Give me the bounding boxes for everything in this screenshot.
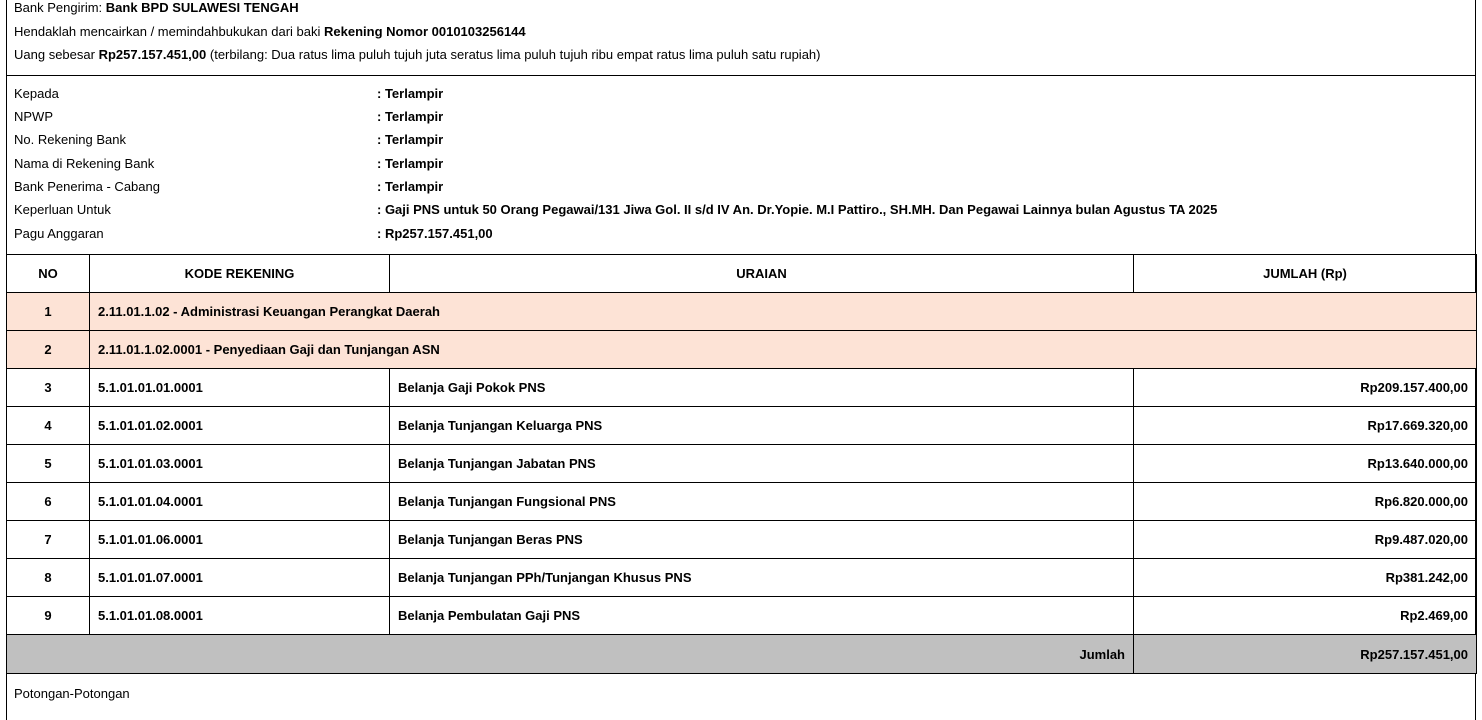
total-row xyxy=(7,635,1477,674)
table-row xyxy=(7,445,1477,483)
detail-value-npwp: : Terlampir xyxy=(377,109,444,124)
row-kode: 5.1.01.01.02.0001 xyxy=(90,407,390,445)
pencairan-line: Hendaklah mencairkan / memindahbukukan dari baki Rekening Nomor 0010103256144 xyxy=(14,24,526,39)
row-no: 8 xyxy=(7,559,90,597)
row-jumlah: Rp381.242,00 xyxy=(1134,559,1477,597)
row-uraian: Belanja Tunjangan Jabatan PNS xyxy=(390,445,1134,483)
row-kode: 5.1.01.01.01.0001 xyxy=(90,369,390,407)
row-jumlah: Rp6.820.000,00 xyxy=(1134,483,1477,521)
row-kode: 5.1.01.01.08.0001 xyxy=(90,597,390,635)
table-row xyxy=(7,559,1477,597)
row-jumlah: Rp17.669.320,00 xyxy=(1134,407,1477,445)
detail-value-nama-rekening: : Terlampir xyxy=(377,156,444,171)
group-row xyxy=(7,331,1477,369)
row-no: 2 xyxy=(7,331,90,369)
row-jumlah: Rp209.157.400,00 xyxy=(1134,369,1477,407)
row-no: 6 xyxy=(7,483,90,521)
rekening-nomor: Rekening Nomor 0010103256144 xyxy=(324,24,526,39)
row-uraian: Belanja Tunjangan Beras PNS xyxy=(390,521,1134,559)
col-header-uraian: URAIAN xyxy=(390,255,1134,293)
row-no: 7 xyxy=(7,521,90,559)
row-no: 3 xyxy=(7,369,90,407)
table-row xyxy=(7,483,1477,521)
col-header-kode: KODE REKENING xyxy=(90,255,390,293)
row-uraian: Belanja Tunjangan Keluarga PNS xyxy=(390,407,1134,445)
total-amount: Rp257.157.451,00 xyxy=(1134,635,1477,674)
row-jumlah: Rp13.640.000,00 xyxy=(1134,445,1477,483)
row-no: 1 xyxy=(7,293,90,331)
table-header-row xyxy=(7,255,1477,293)
row-no: 5 xyxy=(7,445,90,483)
detail-label-keperluan: Keperluan Untuk xyxy=(14,202,111,217)
col-header-jumlah: JUMLAH (Rp) xyxy=(1134,255,1477,293)
row-uraian: Belanja Gaji Pokok PNS xyxy=(390,369,1134,407)
detail-label-no-rekening: No. Rekening Bank xyxy=(14,132,127,147)
uang-sebesar-line: Uang sebesar Rp257.157.451,00 (terbilang: Dua ratus lima puluh tujuh juta seratus lima puluh tujuh ribu empat ratus lima puluh satu rupiah) xyxy=(14,47,821,62)
table-row xyxy=(7,521,1477,559)
row-kode: 5.1.01.01.04.0001 xyxy=(90,483,390,521)
row-uraian: Belanja Pembulatan Gaji PNS xyxy=(390,597,1134,635)
detail-value-bank-penerima: : Terlampir xyxy=(377,179,444,194)
detail-label-bank-penerima: Bank Penerima - Cabang xyxy=(14,179,160,194)
bank-pengirim-line: Bank Pengirim: Bank BPD SULAWESI TENGAH xyxy=(14,0,299,15)
detail-value-pagu: : Rp257.157.451,00 xyxy=(377,226,493,241)
header-separator xyxy=(6,75,1475,76)
detail-value-keperluan: : Gaji PNS untuk 50 Orang Pegawai/131 Jiwa Gol. II s/d IV An. Dr.Yopie. M.I Pattiro., SH.MH. Dan Pegawai Lainnya bulan Agustus TA 2025 xyxy=(377,202,1218,217)
bank-pengirim-value: Bank BPD SULAWESI TENGAH xyxy=(105,0,299,15)
col-header-no: NO xyxy=(7,255,90,293)
row-no: 9 xyxy=(7,597,90,635)
group-text: 2.11.01.1.02.0001 - Penyediaan Gaji dan Tunjangan ASN xyxy=(90,331,1477,369)
group-text: 2.11.01.1.02 - Administrasi Keuangan Perangkat Daerah xyxy=(90,293,1477,331)
row-kode: 5.1.01.01.07.0001 xyxy=(90,559,390,597)
row-uraian: Belanja Tunjangan PPh/Tunjangan Khusus PNS xyxy=(390,559,1134,597)
detail-label-kepada: Kepada xyxy=(14,86,59,101)
detail-label-npwp: NPWP xyxy=(14,109,53,124)
rekening-table xyxy=(6,254,1477,674)
detail-value-kepada: : Terlampir xyxy=(377,86,444,101)
row-jumlah: Rp2.469,00 xyxy=(1134,597,1477,635)
terbilang-text: (terbilang: Dua ratus lima puluh tujuh juta seratus lima puluh tujuh ribu empat ratus lima puluh satu rupiah) xyxy=(206,47,821,62)
detail-label-nama-rekening: Nama di Rekening Bank xyxy=(14,156,155,171)
row-jumlah: Rp9.487.020,00 xyxy=(1134,521,1477,559)
uang-amount: Rp257.157.451,00 xyxy=(98,47,207,62)
group-row xyxy=(7,293,1477,331)
table-row xyxy=(7,407,1477,445)
table-row xyxy=(7,369,1477,407)
total-label: Jumlah xyxy=(7,635,1134,674)
row-kode: 5.1.01.01.03.0001 xyxy=(90,445,390,483)
row-uraian: Belanja Tunjangan Fungsional PNS xyxy=(390,483,1134,521)
potongan-heading: Potongan-Potongan xyxy=(14,686,130,701)
table-row xyxy=(7,597,1477,635)
detail-value-no-rekening: : Terlampir xyxy=(377,132,444,147)
detail-label-pagu: Pagu Anggaran xyxy=(14,226,104,241)
row-no: 4 xyxy=(7,407,90,445)
row-kode: 5.1.01.01.06.0001 xyxy=(90,521,390,559)
